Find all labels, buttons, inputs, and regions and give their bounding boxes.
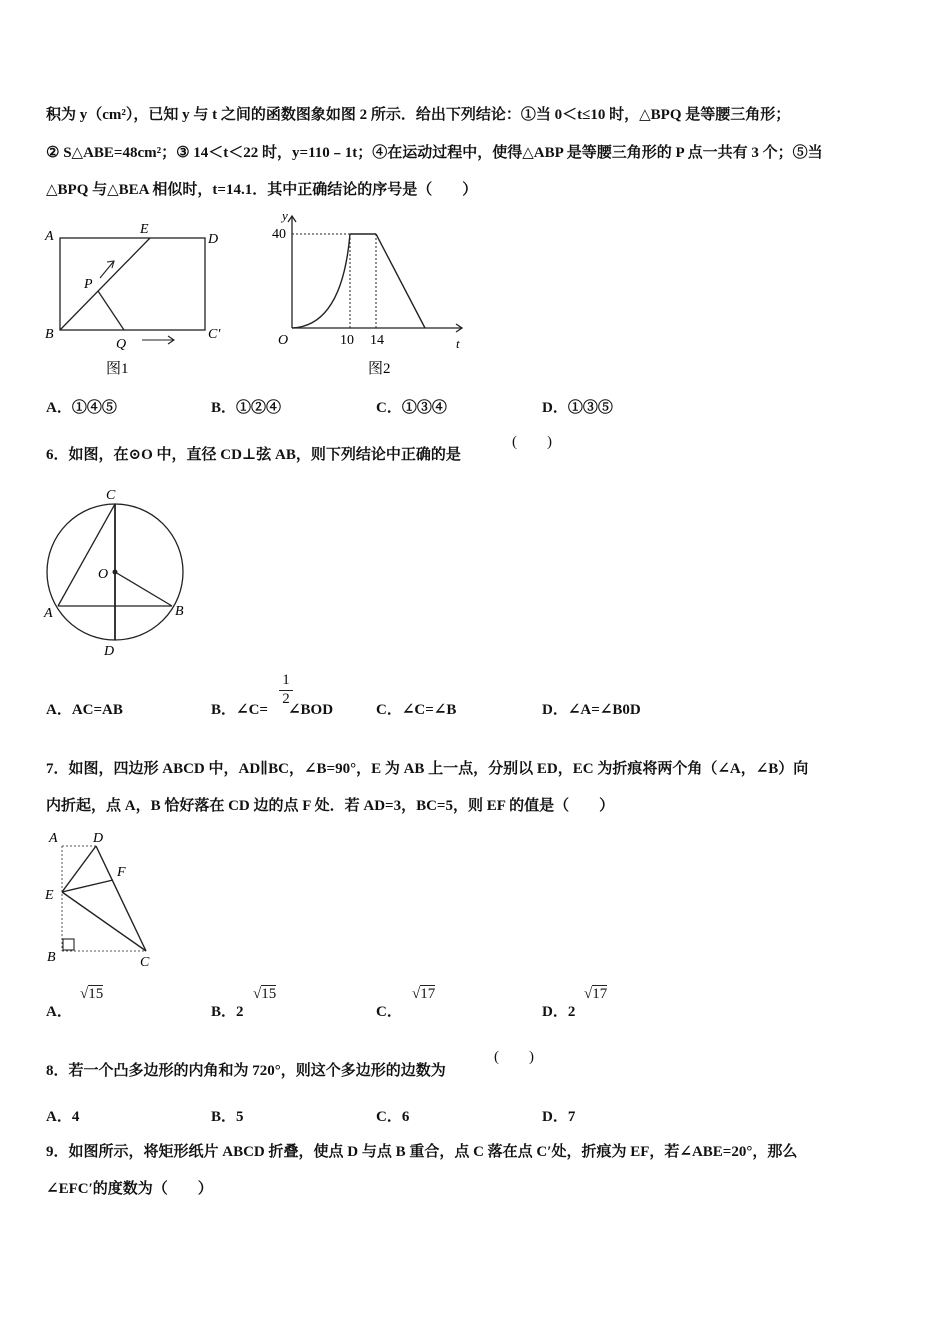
q6-option-b-prefix: B．∠C= [211,702,268,718]
q5-figure-1 [40,218,230,383]
q7-option-c-radical: √17 [412,986,436,1002]
radicand: 17 [420,986,436,1002]
fig1-label-q: Q [116,337,127,352]
q6-label-b: B [175,604,184,619]
q7-label-b: B [47,950,56,965]
q6-circle-figure [40,485,200,660]
q7-option-a-label: A． [46,1004,72,1020]
radicand: 17 [592,986,608,1002]
q5-text-line3: △BPQ 与△BEA 相似时，t=14.1．其中正确结论的序号是（ ） [46,182,478,198]
q7-option-a-radical: √15 [80,986,104,1002]
fig2-t-tick-1: 10 [340,333,354,348]
q7-label-f: F [117,865,126,880]
q7-label-c: C [140,955,150,970]
q7-option-d-label: D．2 [542,1004,576,1020]
q6-answer-paren: ( ) [512,434,552,450]
q7-option-b-radical: √15 [253,986,277,1002]
q7-option-c[interactable] [376,1000,402,1021]
q7-option-b[interactable] [211,1000,244,1021]
q6-label-o: O [98,567,109,582]
q6-option-a[interactable]: A．AC=AB [46,702,123,718]
q5-option-d[interactable]: D．①③⑤ [542,400,613,416]
q6-option-b[interactable] [211,698,333,719]
q6-label-d: D [104,644,115,659]
fraction-denominator: 2 [279,690,293,708]
q6-option-c[interactable]: C．∠C=∠B [376,702,457,718]
q7-quadrilateral-figure [40,826,160,971]
q6-label-c: C [106,488,116,503]
fig2-y-tick: 40 [272,227,286,242]
radicand: 15 [261,986,277,1002]
q7-text-line1: 7．如图，四边形 ABCD 中，AD∥BC，∠B=90°，E 为 AB 上一点，分别以 ED，EC 为折痕将两个角（∠A，∠B）向 [46,761,809,777]
fig2-y-label: y [282,208,288,223]
radicand: 15 [88,986,104,1002]
fig2-t-label: t [456,336,460,351]
q7-option-a[interactable] [46,1000,72,1021]
fig1-label-d: D [208,232,219,247]
q7-option-b-label: B．2 [211,1004,244,1020]
q7-label-d: D [93,831,104,846]
q8-stem: 8．若一个凸多边形的内角和为 720°，则这个多边形的边数为 [46,1063,446,1079]
q5-option-b[interactable]: B．①②④ [211,400,282,416]
q7-text-line2: 内折起，点 A，B 恰好落在 CD 边的点 F 处．若 AD=3，BC=5，则 EF 的值是（ ） [46,798,615,814]
q5-figure-2 [262,208,472,383]
fig1-label-p: P [84,277,93,292]
q6-option-b-fraction [279,672,293,708]
q5-option-a[interactable]: A．①④⑤ [46,400,117,416]
q7-option-d[interactable] [542,1000,575,1021]
q6-option-b-suffix: ∠BOD [287,702,334,718]
q8-option-d[interactable]: D．7 [542,1109,576,1125]
fig1-label-a: A [45,229,54,244]
q7-option-c-label: C． [376,1004,402,1020]
q8-answer-paren: ( ) [494,1049,534,1065]
fraction-numerator: 1 [282,672,290,688]
fig1-label-e: E [140,222,149,237]
q9-text-line2: ∠EFC′的度数为（ ） [46,1181,213,1197]
fig2-caption: 图2 [368,361,391,377]
q7-label-a: A [49,831,58,846]
q8-option-a[interactable]: A．4 [46,1109,80,1125]
fig1-label-b: B [45,327,54,342]
q7-label-e: E [45,888,54,903]
q6-stem: 6．如图，在⊙O 中，直径 CD⊥弦 AB，则下列结论中正确的是 [46,447,461,463]
fig2-origin: O [278,333,289,348]
fig2-t-tick-2: 14 [370,333,384,348]
q9-text-line1: 9．如图所示，将矩形纸片 ABCD 折叠，使点 D 与点 B 重合，点 C 落在点 C′处，折痕为 EF，若∠ABE=20°，那么 [46,1144,798,1160]
q8-option-c[interactable]: C．6 [376,1109,410,1125]
q5-text-line2: ② S△ABE=48cm²；③ 14＜t＜22 时，y=110﹣1t；④在运动过程中，使得△ABP 是等腰三角形的 P 点一共有 3 个；⑤当 [46,145,823,161]
q6-option-d[interactable]: D．∠A=∠B0D [542,702,641,718]
fig1-label-c: C' [208,327,221,342]
q5-option-c[interactable]: C．①③④ [376,400,447,416]
q8-option-b[interactable]: B．5 [211,1109,244,1125]
fig1-caption: 图1 [106,361,129,377]
q6-label-a: A [44,606,53,621]
q5-text-line1: 积为 y（cm²），已知 y 与 t 之间的函数图象如图 2 所示．给出下列结论：①当 0＜t≤10 时，△BPQ 是等腰三角形； [46,107,791,123]
q7-option-d-radical: √17 [584,986,608,1002]
